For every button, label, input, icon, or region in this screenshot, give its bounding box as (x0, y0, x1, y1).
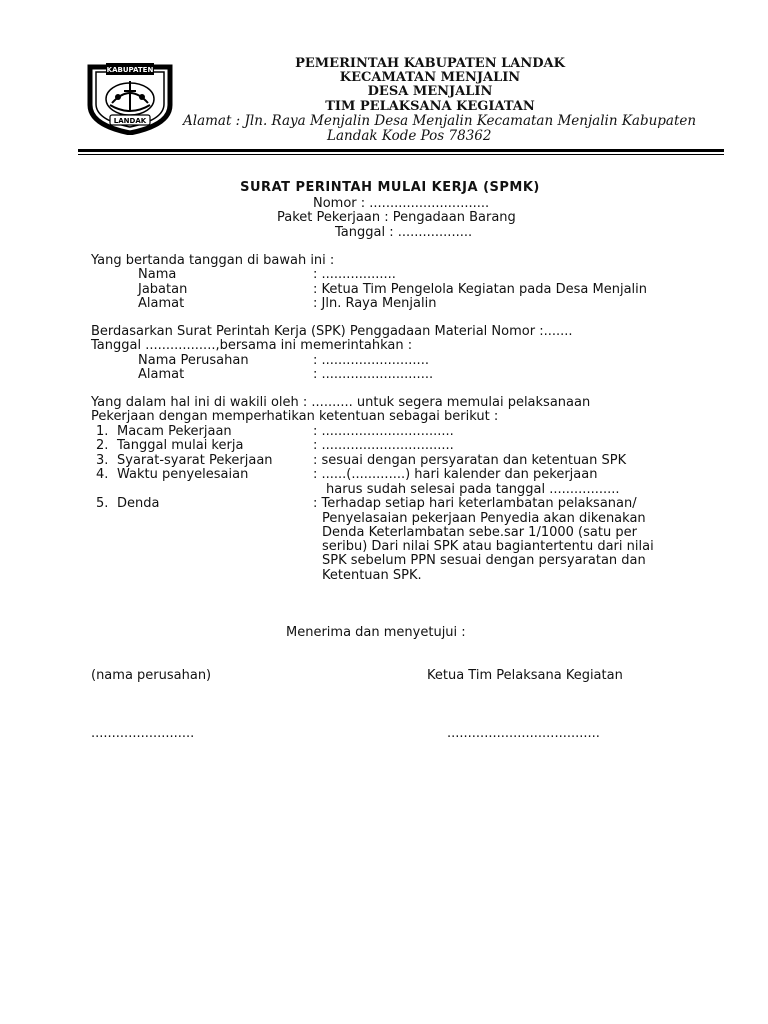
header-divider-thin (78, 154, 724, 155)
list-item-number: 1. (96, 424, 109, 439)
header-village: DESA MENJALIN (367, 84, 493, 99)
signer-address-value: : Jln. Raya Menjalin (313, 296, 437, 311)
list-item-value: : ................................ (313, 424, 454, 439)
list-item-value: : Terhadap setiap hari keterlambatan pelaksanan/ (313, 496, 637, 511)
header-district: KECAMATAN MENJALIN (339, 70, 521, 85)
signer-name-label: Nama (138, 267, 177, 282)
kabupaten-landak-logo (82, 61, 178, 135)
list-item-value: : ......(.............) hari kalender dan pekerjaan (313, 467, 598, 482)
penalty-text-line: Denda Keterlambatan sebe.sar 1/1000 (satu per (322, 525, 637, 540)
signer-position-value: : Ketua Tim Pengelola Kegiatan pada Desa Menjalin (313, 282, 647, 297)
list-item-label: Waktu penyelesaian (117, 467, 249, 482)
list-item-number: 5. (96, 496, 109, 511)
signer-address-label: Alamat (138, 296, 185, 311)
company-address-value: : ........................... (313, 367, 434, 382)
list-item-label: Tanggal mulai kerja (117, 438, 244, 453)
penalty-text-line: seribu) Dari nilai SPK atau bagiantertentu dari nilai (322, 539, 654, 554)
basis-date-line: Tanggal .................,bersama ini memerintahkan : (91, 338, 413, 353)
penalty-text-line: Ketentuan SPK. (322, 568, 422, 583)
company-name-value: : .......................... (313, 353, 429, 368)
header-address-line1: Alamat : Jln. Raya Menjalin Desa Menjalin Kecamatan Menjalin Kabupaten (183, 113, 697, 129)
svg-text:LANDAK: LANDAK (113, 117, 147, 125)
document-date: Tanggal : .................. (335, 225, 473, 240)
signer-intro: Yang bertanda tanggan di bawah ini : (91, 253, 335, 268)
list-item-value: : ................................ (313, 438, 454, 453)
header-address-line2: Landak Kode Pos 78362 (327, 128, 492, 144)
document-title: SURAT PERINTAH MULAI KERJA (SPMK) (240, 180, 540, 195)
company-name-label: Nama Perusahan (138, 353, 249, 368)
work-package: Paket Pekerjaan : Pengadaan Barang (277, 210, 516, 225)
list-item-value: : sesuai dengan persyaratan dan ketentuan SPK (313, 453, 627, 468)
signer-name-value: : .................. (313, 267, 396, 282)
list-item-label: Denda (117, 496, 160, 511)
list-item-number: 2. (96, 438, 109, 453)
header-team: TIM PELAKSANA KEGIATAN (325, 99, 535, 114)
team-leader-party-label: Ketua Tim Pelaksana Kegiatan (427, 668, 623, 683)
instruction-line1: Yang dalam hal ini di wakili oleh : .......... untuk segera memulai pelaksanaan (91, 395, 591, 410)
acceptance-statement: Menerima dan menyetujui : (286, 625, 466, 640)
list-item-continuation: harus sudah selesai pada tanggal ................. (326, 482, 620, 497)
list-item-number: 3. (96, 453, 109, 468)
penalty-text-line: SPK sebelum PPN sesuai dengan persyaratan dan (322, 553, 646, 568)
list-item-label: Syarat-syarat Pekerjaan (117, 453, 273, 468)
team-leader-signature-line: ..................................... (447, 726, 600, 741)
header-divider-thick (78, 149, 724, 152)
document-number: Nomor : ............................. (313, 196, 490, 211)
company-party-label: (nama perusahan) (91, 668, 212, 683)
company-address-label: Alamat (138, 367, 185, 382)
penalty-text-line: Penyelasaian pekerjaan Penyedia akan dikenakan (322, 511, 646, 526)
basis-spk-line: Berdasarkan Surat Perintah Kerja (SPK) Penggadaan Material Nomor :....... (91, 324, 573, 339)
header-government: PEMERINTAH KABUPATEN LANDAK (295, 56, 565, 71)
list-item-number: 4. (96, 467, 109, 482)
signer-position-label: Jabatan (138, 282, 188, 297)
list-item-label: Macam Pekerjaan (117, 424, 232, 439)
company-signature-line: ......................... (91, 726, 195, 741)
instruction-line2: Pekerjaan dengan memperhatikan ketentuan sebagai berikut : (91, 409, 499, 424)
svg-text:KABUPATEN: KABUPATEN (106, 66, 154, 74)
